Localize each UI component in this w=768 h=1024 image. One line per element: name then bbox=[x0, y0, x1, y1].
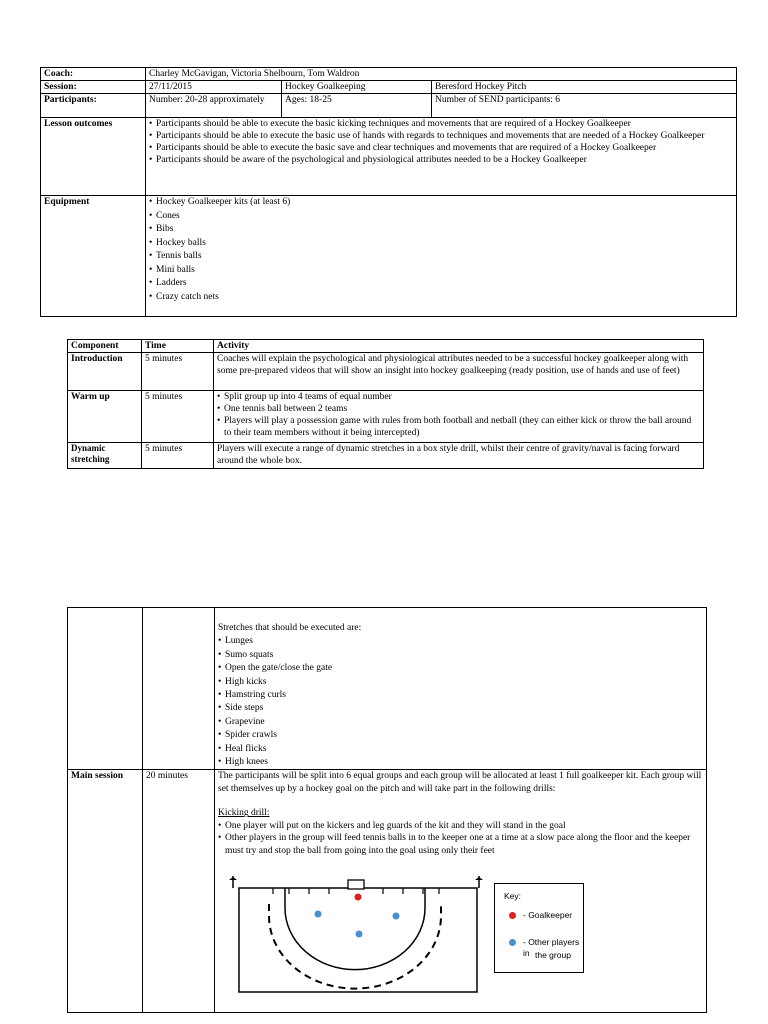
main-time: 20 minutes bbox=[143, 770, 215, 1013]
session-topic: Hockey Goalkeeping bbox=[282, 81, 432, 94]
corner-flag-left bbox=[229, 876, 237, 888]
list-item: • One tennis ball between 2 teams bbox=[217, 403, 700, 415]
session-label: Session: bbox=[41, 81, 146, 94]
list-item: • High kicks bbox=[218, 676, 703, 689]
list-item: • Participants should be able to execute the basic kicking techniques and movements that are required of a Hockey Goalkeeper bbox=[149, 118, 733, 130]
equipment-cell bbox=[146, 196, 737, 317]
list-item: • Crazy catch nets bbox=[149, 291, 733, 305]
list-item: • Sumo squats bbox=[218, 649, 703, 662]
outcomes-label: Lesson outcomes bbox=[41, 118, 146, 196]
list-item: • One player will put on the kickers and leg guards of the kit and they will stand in the goal bbox=[218, 820, 703, 833]
coach-label: Coach: bbox=[41, 68, 146, 81]
main-text: The participants will be split into 6 equal groups and each group will be allocated at least 1 full goalkeeper kit. Each group will set themselves up by a hockey goal on the pitch and will take part in the following drills: bbox=[218, 771, 702, 794]
outcomes-cell bbox=[146, 118, 737, 196]
session-date: 27/11/2015 bbox=[146, 81, 282, 94]
dynamic-component: Dynamic stretching bbox=[68, 443, 142, 469]
goalkeeper-dot-icon bbox=[509, 912, 516, 919]
list-item: • Ladders bbox=[149, 277, 733, 291]
player-marker bbox=[315, 911, 322, 918]
equipment-list bbox=[149, 196, 733, 304]
dashed-circle bbox=[269, 904, 441, 989]
session-info-table bbox=[40, 67, 737, 317]
intro-component: Introduction bbox=[68, 353, 142, 391]
player-dot-icon bbox=[509, 939, 516, 946]
list-item: • Grapevine bbox=[218, 716, 703, 729]
intro-time: 5 minutes bbox=[142, 353, 214, 391]
list-item: • Other players in the group will feed tennis balls in to the keeper one at a time at a slow pace along the floor and the keeper must try and stop the ball from going into the goal using only their feet bbox=[218, 832, 703, 857]
stretches-intro: Stretches that should be executed are: bbox=[218, 623, 362, 633]
key-goalkeeper: - Goalkeeper bbox=[523, 910, 573, 920]
stretches-component bbox=[68, 608, 143, 770]
shooting-circle bbox=[285, 888, 425, 970]
intro-activity: Coaches will explain the psychological and physiological attributes needed to be a successful hockey goalkeeper along with some pre-prepared videos that will show an insight into hockey goalkeeping (ready position, use of hands and use of feet) bbox=[214, 353, 704, 391]
list-item: • Spider crawls bbox=[218, 729, 703, 742]
corner-flag-right bbox=[475, 876, 483, 888]
goal bbox=[348, 880, 364, 889]
list-item: • Cones bbox=[149, 210, 733, 224]
list-item: • Participants should be able to execute the basic save and clear techniques and movements that are required of a Hockey Goalkeeper bbox=[149, 142, 733, 154]
list-item: • Side steps bbox=[218, 702, 703, 715]
list-item: • Participants should be aware of the psychological and physiological attributes needed to be a Hockey Goalkeeper bbox=[149, 154, 733, 166]
list-item: • Hockey Goalkeeper kits (at least 6) bbox=[149, 196, 733, 210]
list-item: • Mini balls bbox=[149, 264, 733, 278]
list-item: • Heal flicks bbox=[218, 743, 703, 756]
stretches-time bbox=[143, 608, 215, 770]
list-item: • Hamstring curls bbox=[218, 689, 703, 702]
kicking-drill-diagram bbox=[225, 874, 485, 994]
header-component: Component bbox=[68, 340, 142, 353]
warmup-list bbox=[217, 391, 700, 439]
coach-value: Charley McGavigan, Victoria Shelbourn, Tom Waldron bbox=[146, 68, 737, 81]
list-item: • Participants should be able to execute the basic use of hands with regards to techniques and movements that are needed of a Hockey Goalkeeper bbox=[149, 130, 733, 142]
header-time: Time bbox=[142, 340, 214, 353]
participants-send: Number of SEND participants: 6 bbox=[432, 94, 737, 118]
list-item: • Hockey balls bbox=[149, 237, 733, 251]
key-title: Key: bbox=[504, 891, 522, 901]
participants-label: Participants: bbox=[41, 94, 146, 118]
participants-ages: Ages: 18-25 bbox=[282, 94, 432, 118]
session-plan-table bbox=[67, 339, 704, 469]
stretches-cell bbox=[215, 608, 707, 770]
key-other-line1: - Other players in bbox=[523, 937, 580, 958]
warmup-activity bbox=[214, 391, 704, 443]
main-component: Main session bbox=[68, 770, 143, 1013]
header-activity: Activity bbox=[214, 340, 704, 353]
key-other-line2: the group bbox=[535, 950, 571, 960]
warmup-time: 5 minutes bbox=[142, 391, 214, 443]
drill-list bbox=[218, 820, 703, 858]
session-venue: Beresford Hockey Pitch bbox=[432, 81, 737, 94]
stretches-list bbox=[218, 635, 703, 769]
list-item: • Lunges bbox=[218, 635, 703, 648]
player-marker bbox=[393, 913, 400, 920]
list-item: • Split group up into 4 teams of equal number bbox=[217, 391, 700, 403]
dynamic-activity: Players will execute a range of dynamic stretches in a box style drill, whilst their centre of gravity/naval is facing forward around the whole box. bbox=[214, 443, 704, 469]
player-marker bbox=[356, 931, 363, 938]
list-item: • Open the gate/close the gate bbox=[218, 662, 703, 675]
diagram-key bbox=[494, 883, 584, 973]
warmup-component: Warm up bbox=[68, 391, 142, 443]
equipment-label: Equipment bbox=[41, 196, 146, 317]
drill-title: Kicking drill: bbox=[218, 808, 270, 819]
list-item: • High knees bbox=[218, 756, 703, 769]
list-item: • Tennis balls bbox=[149, 250, 733, 264]
participants-number: Number: 20-28 approximately bbox=[146, 94, 282, 118]
outcomes-list bbox=[149, 118, 733, 166]
list-item: • Players will play a possession game with rules from both football and netball (they can either kick or throw the ball around to their team members without it being intercepted) bbox=[217, 415, 700, 439]
goalkeeper-marker bbox=[355, 894, 362, 901]
dynamic-time: 5 minutes bbox=[142, 443, 214, 469]
list-item: • Bibs bbox=[149, 223, 733, 237]
